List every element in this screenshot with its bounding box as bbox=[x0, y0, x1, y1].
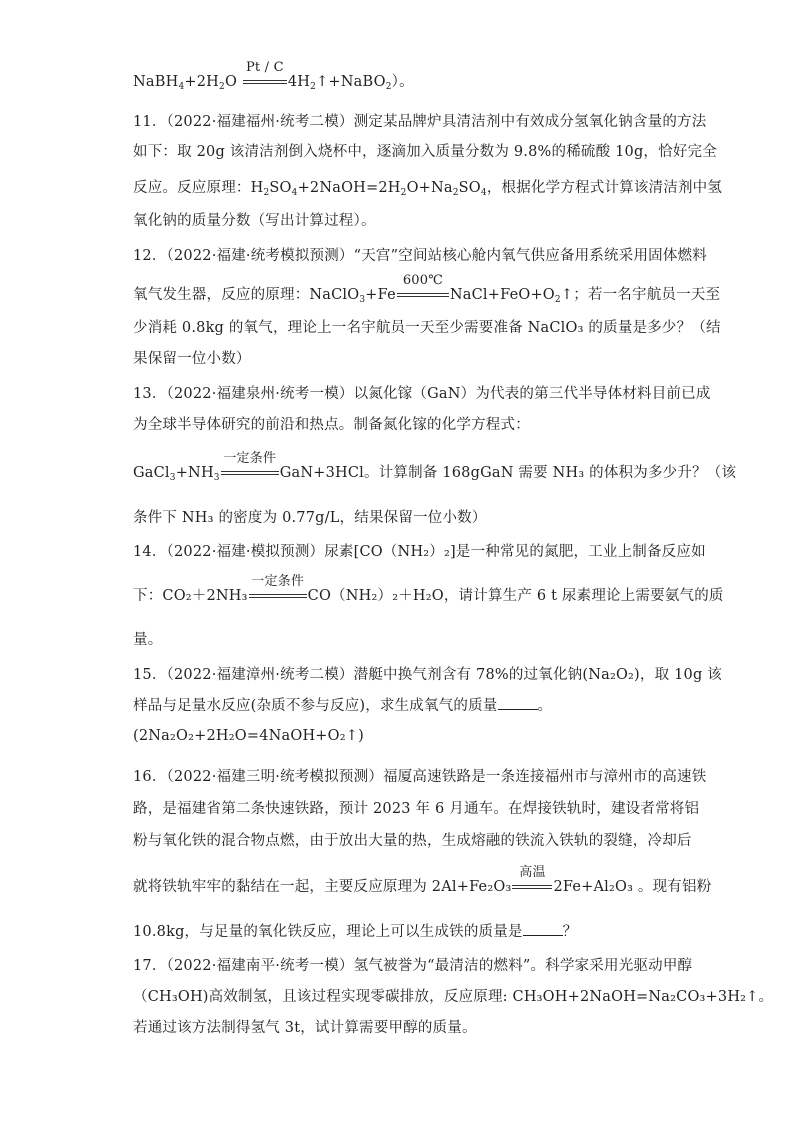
reaction-condition: 600℃ bbox=[397, 287, 449, 303]
q12-line2: 氧气发生器，反应的原理：NaClO$_3$+Fe 600℃ $NaCl+FeO+O_2↑$；若一名宇航员一天至 bbox=[133, 273, 721, 305]
q11-line3: 反应。反应原理：$H_2SO_4+2NaOH=2H_2O+Na_2SO_4$，根据化学方程式计算该清洁剂中氢 bbox=[133, 180, 723, 198]
eq-text: NaBH bbox=[133, 74, 179, 90]
q13-line1: 13．（2022·福建泉州·统考一模）以氮化镓（GaN）为代表的第三代半导体材料目前已成 bbox=[133, 386, 711, 402]
q11-line2: 如下：取 20g 该清洁剂倒入烧杯中，逐滴加入质量分数为 9.8%的稀硫酸 10g，恰好完全 bbox=[133, 144, 717, 160]
q16-line4: 就将铁轨牢牢的黏结在一起，主要反应原理为 2Al+Fe₂O₃ 高温 2Fe+Al₂O₃ 。现有铝粉 bbox=[133, 865, 712, 895]
answer-blank[interactable] bbox=[523, 925, 563, 936]
q11-line4: 氧化钠的质量分数（写出计算过程）。 bbox=[133, 213, 376, 229]
q16-line3: 粉与氧化铁的混合物点燃，由于放出大量的热，生成熔融的铁流入铁轨的裂缝，冷却后 bbox=[133, 833, 692, 849]
q15-line2: 样品与足量水反应(杂质不参与反应)，求生成氧气的质量 。 bbox=[133, 698, 553, 714]
q15-line1: 15．（2022·福建漳州·统考二模）潜艇中换气剂含有 78%的过氧化钠(Na₂O₂)，取 10g 该 bbox=[133, 667, 722, 683]
q12-line4: 果保留一位小数） bbox=[133, 351, 251, 367]
q11-line1: 11．（2022·福建福州·统考二模）测定某品牌炉具清洁剂中有效成分氢氧化钠含量的方法 bbox=[133, 114, 707, 130]
q14-line2: 下：CO₂＋2NH₃ 一定条件 CO（NH₂）₂＋H₂O，请计算生产 6 t 尿素理论上需要氨气的质 bbox=[133, 574, 724, 604]
reaction-condition: Pt / C bbox=[243, 74, 287, 90]
q14-line3: 量。 bbox=[133, 632, 163, 648]
q13-line2: 为全球半导体研究的前沿和热点。制备氮化镓的化学方程式： bbox=[133, 417, 530, 433]
q13-line4: 条件下 NH₃ 的密度为 0.77g/L，结果保留一位小数） bbox=[133, 510, 487, 526]
q12-line3: 少消耗 0.8kg 的氧气，理论上一名宇航员一天至少需要准备 NaClO₃ 的质量是多少？（结 bbox=[133, 320, 721, 336]
reaction-condition: 一定条件 bbox=[249, 588, 307, 604]
q17-line2: （CH₃OH)高效制氢，且该过程实现零碳排放，反应原理: CH₃OH+2NaOH=Na₂CO₃+3H₂↑。 bbox=[133, 989, 774, 1005]
q17-line1: 17．（2022·福建南平·统考一模）氢气被誉为“最清洁的燃料”。科学家采用光驱动甲醇 bbox=[133, 958, 693, 974]
q14-line1: 14．（2022·福建·模拟预测）尿素[CO（NH₂）₂]是一种常见的氮肥，工业上制备反应如 bbox=[133, 544, 706, 560]
q16-line5: 10.8kg，与足量的氧化铁反应，理论上可以生成铁的质量是 ？ bbox=[133, 924, 578, 940]
answer-blank[interactable] bbox=[498, 699, 538, 710]
q16-line1: 16．（2022·福建三明·统考模拟预测）福厦高速铁路是一条连接福州市与漳州市的高速铁 bbox=[133, 769, 707, 785]
q17-line3: 若通过该方法制得氢气 3t，试计算需要甲醇的质量。 bbox=[133, 1020, 477, 1036]
q16-line2: 路，是福建省第二条快速铁路，预计 2023 年 6 月通车。在焊接铁轨时，建设者常将铝 bbox=[133, 801, 700, 817]
q10-equation: $NaBH_4+2H_2O$ Pt / C $4H_2↑+NaBO_2$）。 bbox=[133, 60, 414, 92]
q12-line1: 12．（2022·福建·统考模拟预测）“天宫”空间站核心舱内氧气供应备用系统采用固体燃料 bbox=[133, 248, 707, 264]
q13-line3: $GaCl_3+NH_3$ 一定条件 GaN+3HCl。计算制备 168gGaN 需要 NH₃ 的体积为多少升？（该 bbox=[133, 451, 737, 483]
reaction-condition: 一定条件 bbox=[221, 465, 279, 481]
q15-line3: (2Na₂O₂+2H₂O=4NaOH+O₂↑) bbox=[133, 728, 364, 744]
reaction-condition: 高温 bbox=[512, 879, 552, 895]
